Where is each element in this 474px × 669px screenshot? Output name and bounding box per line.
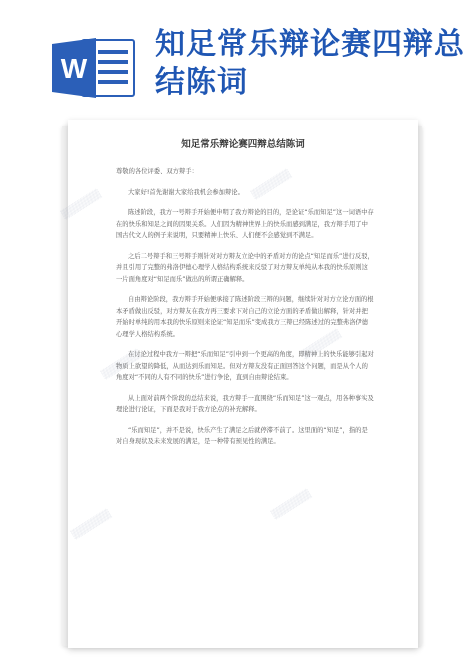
paragraph-free-debate: 自由辩论阶段，我方辩手开始便承接了陈述阶段三辩的问题，继续针对对方立论方面的根本矛盾做出反驳，对方辩友在我方再三要求下对自己的立论方面的矛盾做出解释，针对并把开始时单纯的用本我的快乐原则来论证“知足而乐”变成我方三辩已经陈述过的完整弗洛伊德心理学人格结构系统。 [116,296,374,338]
paragraph-statement: 陈述阶段，我方一号辩手开始便申明了我方辩论的目的，是论证“乐而知足”这一词语中存在的快乐和知足之间的因果关系。人们因为精神世界上的快乐而感到满足，我方辩手用了中国古代文人的例子来说明，只要精神上快乐、人们便不会感觉到不满足。 [116,209,374,239]
document-page [68,120,418,648]
header-banner [0,0,474,112]
paragraph-summary: 从上面对前两个阶段的总结来说，我方辩手一直围绕“乐而知足”这一观点，用各种事实及理论进行论证，下面是我对于我方论点的补充解释。 [116,394,374,413]
paragraph-opening: 大家好!首先谢谢大家给我机会参加辩论。 [128,188,244,196]
paragraph-rebuttal: 之后二号辩手和三号辩手则针对对方辩友立论中的矛盾对方的论点“知足而乐”进行反驳，并且引用了完整的弗洛伊德心理学人格结构系统来反驳了对方辩友单纯从本我的快乐原则这一片面角度对“知足而乐”做出的所谓正确解释。 [116,252,374,283]
paragraph-explanation: “乐而知足”，并不是说，快乐产生了满足之后就停滞不前了。这里面的“知足”，指的是对自身现状及未来发展的满足，是一种带有预见性的满足。 [116,426,368,445]
watermark-mark: ▒▒▒▒▒▒▒▒ [70,509,113,541]
document-body [116,166,374,457]
watermark-mark: ▒▒▒▒▒▒▒▒ [250,169,293,201]
paragraph-discussion: 在讨论过程中我方一辩把“乐而知足”引申到一个更高的角度，即精神上的快乐能够引起对物质上欲望的降低，从而达到乐而知足。但对方辩友没有正面回答这个问题，而是从个人的角度对“不同的人有不同的快乐”进行争论，直到自由辩论结束。 [116,351,374,381]
watermark-mark: ▒▒▒▒▒▒▒▒ [60,189,103,221]
watermark-mark: ▒▒▒▒▒▒▒▒ [100,349,143,381]
document-title: 知足常乐辩论赛四辩总结陈词 [181,139,305,150]
page-title: 知足常乐辩论赛四辩总结陈词 [155,27,465,100]
word-logo-letter: W [60,53,88,84]
watermark-mark: ▒▒▒▒▒▒▒▒ [270,489,313,521]
watermark-mark: ▒▒▒▒▒▒▒▒ [300,329,343,361]
paragraph-greeting: 尊敬的各位评委、双方辩手： [116,168,198,175]
word-document-icon [52,38,136,98]
